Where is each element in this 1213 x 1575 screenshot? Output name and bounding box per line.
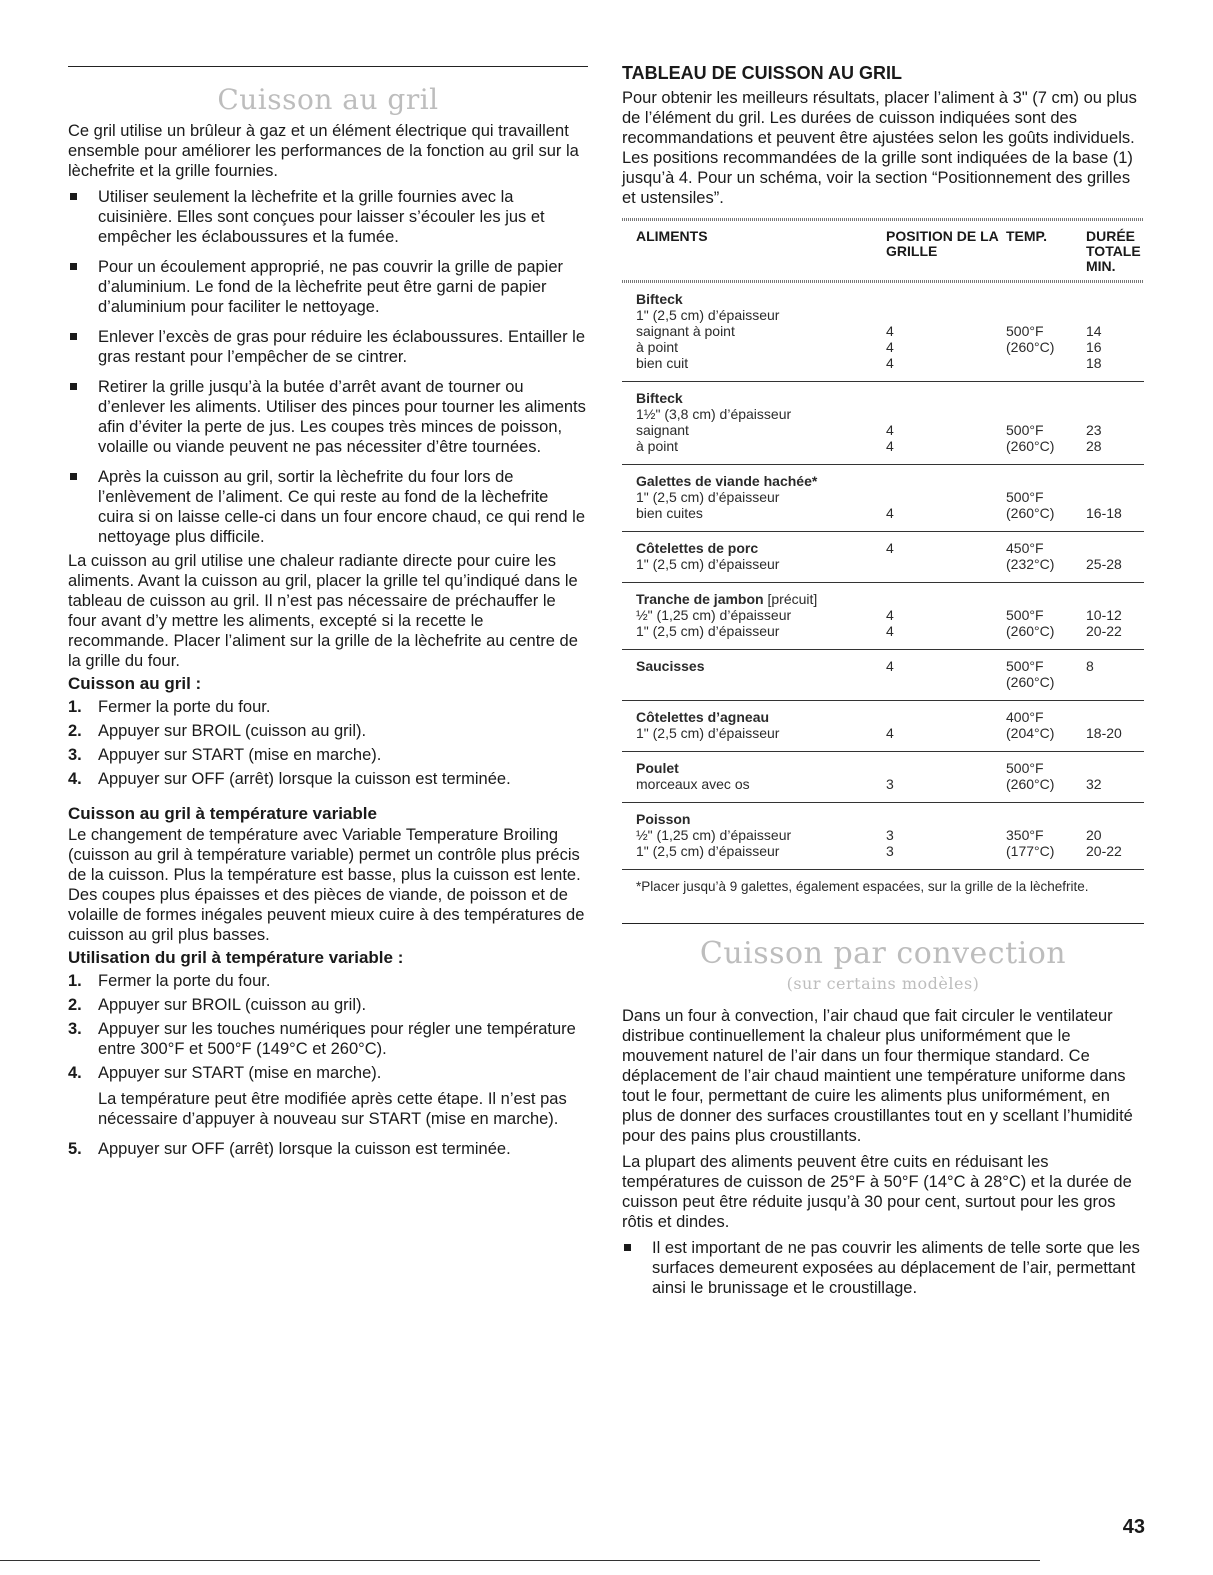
cell-time: 16-18 — [1086, 505, 1122, 521]
table-row — [636, 307, 1144, 323]
cell-food: ½" (1,25 cm) d’épaisseur — [636, 827, 792, 843]
bullet-item — [68, 187, 588, 247]
table-row — [636, 623, 1144, 639]
broil-table-intro: Pour obtenir les meilleurs résultats, placer l’aliment à 3" (7 cm) ou plus de l’élément du gril. Les durées de cuisson indiquées sont des recommandations et peuvent être ajustées selon les goûts individuels. Les positions recommandées de la grille sont indiquées de la base (1) jusqu’à 4. Pour un schéma, voir la section “Positionnement des grilles et ustensiles”. — [622, 89, 1137, 207]
cell-time: 8 — [1086, 658, 1094, 674]
broil-intro: Ce gril utilise un brûleur à gaz et un élément électrique qui travaillent ensemble pour améliorer les performances de la fonction au gril sur la lèchefrite et la grille fournies. — [68, 122, 579, 180]
cell-temp: 500°F — [1006, 658, 1044, 674]
cell-rack — [886, 406, 1006, 422]
bullet-item — [68, 327, 588, 367]
cell-rack: 4 — [886, 505, 894, 521]
convection-bullets — [622, 1238, 1144, 1298]
step-text: Fermer la porte du four. — [98, 972, 271, 990]
cell-temp: 500°F — [1006, 323, 1044, 339]
step-number: 3. — [68, 1020, 82, 1038]
cell-food: 1½" (3,8 cm) d’épaisseur — [636, 406, 792, 422]
table-group — [622, 752, 1144, 803]
cell-food: 1" (2,5 cm) d’épaisseur — [636, 556, 780, 572]
cell-rack — [886, 390, 1006, 406]
cell-food: ½" (1,25 cm) d’épaisseur — [636, 607, 792, 623]
bullet-square-icon — [70, 193, 77, 200]
table-group-title-row — [636, 811, 1144, 827]
cell-food: morceaux avec os — [636, 776, 750, 792]
bullet-square-icon — [624, 1244, 631, 1251]
table-group-title-row — [636, 291, 1144, 307]
cell-time: 18 — [1086, 355, 1102, 371]
step-number: 2. — [68, 722, 82, 740]
section-rule — [622, 923, 1144, 924]
cell-time: 10-12 — [1086, 607, 1122, 623]
bullet-text: Retirer la grille jusqu’à la butée d’arrêt avant de tourner ou d’enlever les aliments. Utiliser des pinces pour tourner les aliments afin d’éviter la perte de jus. Les coupes très minces de poisson, volaille ou viande peuvent ne pas nécessiter d’être tournées. — [98, 378, 586, 456]
cell-temp: (177°C) — [1006, 843, 1055, 859]
table-group — [622, 803, 1144, 870]
cell-temp: 500°F — [1006, 607, 1044, 623]
table-row — [636, 438, 1144, 454]
bullet-square-icon — [70, 333, 77, 340]
col-header-food: ALIMENTS — [636, 228, 708, 244]
cell-food: à point — [636, 438, 679, 454]
step-item — [68, 995, 588, 1015]
step-text: Appuyer sur OFF (arrêt) lorsque la cuisson est terminée. — [98, 1140, 511, 1158]
bullet-item — [68, 257, 588, 317]
cell-time: 25-28 — [1086, 556, 1122, 572]
cell-rack: 4 — [886, 339, 894, 355]
cell-temp — [1006, 811, 1086, 827]
cell-temp: 450°F — [1006, 540, 1044, 556]
col-header-temp: TEMP. — [1006, 228, 1047, 244]
food-group-title: Tranche de jambon — [636, 591, 764, 607]
table-header-row — [622, 227, 1144, 278]
cell-rack — [886, 307, 1006, 323]
subheading-broil-steps: Cuisson au gril : — [68, 674, 202, 693]
table-row — [636, 843, 1144, 859]
step-number: 4. — [68, 1064, 82, 1082]
col-header-time: DURÉE TOTALE MIN. — [1086, 228, 1141, 274]
table-row — [636, 556, 1144, 572]
cell-food: bien cuites — [636, 505, 703, 521]
cell-temp — [1006, 591, 1086, 607]
section-rule — [68, 66, 588, 67]
step-text: Appuyer sur START (mise en marche). — [98, 1064, 382, 1082]
table-footnote: *Placer jusqu’à 9 galettes, également espacées, sur la grille de la lèchefrite. — [636, 879, 1089, 894]
food-group-title: Poulet — [636, 760, 679, 776]
cell-food: 1" (2,5 cm) d’épaisseur — [636, 489, 780, 505]
variable-temp-para: Le changement de température avec Variable Temperature Broiling (cuisson au gril à température variable) permet un contrôle plus précis de la cuisson. Plus la température est basse, plus la cuisson est lente. Des coupes plus épaisses et des pièces de viande, de poisson et de volaille de formes inégales peuvent mieux cuire à des températures de cuisson au gril plus basses. — [68, 826, 585, 944]
cell-rack — [886, 473, 1006, 489]
table-group — [622, 532, 1144, 583]
cell-temp — [1006, 307, 1086, 323]
cell-rack — [886, 591, 1006, 607]
table-group — [622, 650, 1144, 701]
step-note: La température peut être modifiée après cette étape. Il n’est pas nécessaire d’appuyer à nouveau sur START (mise en marche). — [98, 1090, 567, 1128]
cell-rack: 4 — [886, 438, 894, 454]
food-group-title: Galettes de viande hachée* — [636, 473, 818, 489]
table-row — [636, 505, 1144, 521]
cell-time: 20-22 — [1086, 843, 1122, 859]
step-item — [68, 769, 588, 789]
bullet-square-icon — [70, 473, 77, 480]
cell-temp — [1006, 473, 1086, 489]
cell-temp: (260°C) — [1006, 623, 1055, 639]
table-row — [636, 406, 1144, 422]
cell-temp: 350°F — [1006, 827, 1044, 843]
section-subtitle-convection: (sur certains modèles) — [786, 974, 980, 993]
cell-food: 1" (2,5 cm) d’épaisseur — [636, 623, 780, 639]
cell-food: 1" (2,5 cm) d’épaisseur — [636, 725, 780, 741]
cell-time — [1086, 489, 1158, 505]
subheading-variable-steps: Utilisation du gril à température variable : — [68, 948, 404, 967]
step-text: Appuyer sur BROIL (cuisson au gril). — [98, 722, 367, 740]
cell-time: 32 — [1086, 776, 1102, 792]
table-dotted-rule — [622, 218, 1144, 221]
cell-rack: 4 — [886, 623, 894, 639]
table-row — [636, 323, 1144, 339]
cell-time: 20 — [1086, 827, 1102, 843]
step-text: Appuyer sur OFF (arrêt) lorsque la cuisson est terminée. — [98, 770, 511, 788]
cell-temp: 500°F — [1006, 760, 1044, 776]
bullet-text: Il est important de ne pas couvrir les aliments de telle sorte que les surfaces demeurent exposées au déplacement de l’air, permettant ainsi le brunissage et le croustillage. — [652, 1239, 1140, 1297]
cell-rack: 4 — [886, 658, 894, 674]
table-group-title-row — [636, 540, 1144, 556]
table-group — [622, 382, 1144, 465]
bullet-item — [68, 377, 588, 457]
step-text: Appuyer sur BROIL (cuisson au gril). — [98, 996, 367, 1014]
table-group-title-row — [636, 760, 1144, 776]
cell-rack: 4 — [886, 725, 894, 741]
cell-rack — [886, 556, 1006, 572]
cell-time — [1086, 591, 1158, 607]
cell-time: 16 — [1086, 339, 1102, 355]
table-group-title-row — [636, 658, 1144, 674]
cell-rack: 4 — [886, 422, 894, 438]
bullet-text: Enlever l’excès de gras pour réduire les éclaboussures. Entailler le gras restant pour l’empêcher de se cintrer. — [98, 328, 585, 366]
table-row — [636, 355, 1144, 371]
step-item — [68, 721, 588, 741]
step-item — [68, 745, 588, 765]
cell-time — [1086, 709, 1158, 725]
cell-temp — [1006, 406, 1086, 422]
cell-rack — [886, 291, 1006, 307]
variable-steps — [68, 971, 588, 1159]
bottom-rule — [0, 1560, 1040, 1561]
broil-table-body — [622, 283, 1144, 870]
cell-temp: (260°C) — [1006, 674, 1055, 690]
table-group-title-row — [636, 709, 1144, 725]
step-item — [68, 971, 588, 991]
cell-time — [1086, 406, 1158, 422]
cell-time — [1086, 307, 1158, 323]
cell-time — [1086, 811, 1158, 827]
left-column — [68, 66, 588, 1163]
step-text: Appuyer sur les touches numériques pour régler une température entre 300°F et 500°F (149°C et 260°C). — [98, 1020, 576, 1058]
convection-para2: La plupart des aliments peuvent être cuits en réduisant les températures de cuisson de 25°F à 50°F (14°C à 28°C) et la durée de cuisson peut être réduite jusqu’à 30 pour cent, surtout pour les gros rôtis et dindes. — [622, 1153, 1132, 1231]
step-item — [68, 1139, 588, 1159]
cell-time: 28 — [1086, 438, 1102, 454]
table-row — [636, 607, 1144, 623]
cell-food: saignant à point — [636, 323, 735, 339]
cell-rack — [886, 674, 1006, 690]
step-number: 1. — [68, 698, 82, 716]
cell-rack — [886, 811, 1006, 827]
cell-temp: 500°F — [1006, 489, 1044, 505]
cell-rack: 4 — [886, 607, 894, 623]
broil-bullets — [68, 187, 588, 547]
cell-temp — [1006, 390, 1086, 406]
cell-temp: (232°C) — [1006, 556, 1055, 572]
cell-rack: 3 — [886, 843, 894, 859]
step-number: 1. — [68, 972, 82, 990]
cell-time — [1086, 473, 1158, 489]
cell-temp — [1006, 291, 1086, 307]
table-row — [636, 489, 1144, 505]
cell-time: 20-22 — [1086, 623, 1122, 639]
cell-rack: 4 — [886, 323, 894, 339]
table-row — [636, 776, 1144, 792]
cell-time: 23 — [1086, 422, 1102, 438]
cell-time — [1086, 760, 1158, 776]
cell-rack: 4 — [886, 540, 894, 556]
right-column — [622, 62, 1144, 1308]
cell-temp: (260°C) — [1006, 438, 1055, 454]
cell-rack — [886, 489, 1006, 505]
cell-time: 18-20 — [1086, 725, 1122, 741]
cell-rack: 3 — [886, 776, 894, 792]
step-item — [68, 1019, 588, 1059]
cell-food: saignant — [636, 422, 689, 438]
subheading-variable-temp: Cuisson au gril à température variable — [68, 804, 377, 823]
food-group-title: Bifteck — [636, 390, 683, 406]
food-group-title: Poisson — [636, 811, 691, 827]
broil-table-title: TABLEAU DE CUISSON AU GRIL — [622, 63, 903, 83]
cell-temp: 500°F — [1006, 422, 1044, 438]
step-number: 5. — [68, 1140, 82, 1158]
step-item — [68, 697, 588, 717]
table-group — [622, 465, 1144, 532]
food-group-title: Côtelettes de porc — [636, 540, 759, 556]
cell-rack: 3 — [886, 827, 894, 843]
section-title-convection: Cuisson par convection — [699, 936, 1067, 971]
bullet-text: Pour un écoulement approprié, ne pas couvrir la grille de papier d’aluminium. Le fond de la lèchefrite peut être garni de papier d’aluminium pour faciliter le nettoyage. — [98, 258, 564, 316]
broil-para2: La cuisson au gril utilise une chaleur radiante directe pour cuire les aliments. Avant la cuisson au gril, placer la grille tel qu’indiqué dans le tableau de cuisson au gril. Il n’est pas nécessaire de préchauffer le four avant d’y mettre les aliments, excepté si la recette le recommande. Placer l’aliment sur la grille de la lèchefrite au centre de la grille du four. — [68, 552, 578, 670]
cell-food — [636, 674, 886, 690]
table-group — [622, 283, 1144, 382]
cell-time — [1086, 540, 1158, 556]
bullet-text: Utiliser seulement la lèchefrite et la grille fournies avec la cuisinière. Elles sont conçues pour laisser s’écouler les jus et empêcher les éclaboussures et la fumée. — [98, 188, 545, 246]
food-group-title: Côtelettes d’agneau — [636, 709, 770, 725]
section-title-broil: Cuisson au gril — [217, 83, 439, 116]
cell-time: 14 — [1086, 323, 1102, 339]
cell-temp: (260°C) — [1006, 339, 1055, 355]
step-item — [68, 1063, 588, 1129]
cell-temp: (260°C) — [1006, 776, 1055, 792]
page-number: 43 — [1122, 1516, 1145, 1538]
step-number: 4. — [68, 770, 82, 788]
cell-rack — [886, 709, 1006, 725]
table-group — [622, 701, 1144, 752]
bullet-text: Après la cuisson au gril, sortir la lèchefrite du four lors de l’enlèvement de l’aliment. Ce qui reste au fond de la lèchefrite cuira si on laisse celle-ci dans un four encore chaud, ce qui rend le nettoyage plus difficile. — [98, 468, 586, 546]
table-row — [636, 339, 1144, 355]
col-header-rack: POSITION DE LA GRILLE — [886, 228, 999, 259]
step-number: 3. — [68, 746, 82, 764]
bullet-item — [68, 467, 588, 547]
step-text: Appuyer sur START (mise en marche). — [98, 746, 382, 764]
table-group-title-row — [636, 591, 1144, 607]
convection-para1: Dans un four à convection, l’air chaud que fait circuler le ventilateur distribue continuellement la chaleur plus uniformément que le mouvement naturel de l’air dans un four thermique standard. Ce déplacement de l’air chaud maintient une température uniforme dans tout le four, permettant de cuire les aliments plus uniformément, en plus de donner des surfaces croustillantes tout en y scellant l’humidité pour des pains plus croustillants. — [622, 1007, 1133, 1145]
step-number: 2. — [68, 996, 82, 1014]
bullet-square-icon — [70, 263, 77, 270]
cell-time — [1086, 291, 1158, 307]
cell-food: à point — [636, 339, 679, 355]
table-row — [636, 422, 1144, 438]
food-group-title-note: [précuit] — [763, 591, 818, 607]
cell-food: 1" (2,5 cm) d’épaisseur — [636, 843, 780, 859]
bullet-square-icon — [70, 383, 77, 390]
cell-food: bien cuit — [636, 355, 689, 371]
cell-temp — [1006, 355, 1086, 371]
food-group-title-wrap — [636, 591, 886, 607]
table-row — [636, 725, 1144, 741]
cell-rack: 4 — [886, 355, 894, 371]
table-row — [636, 827, 1144, 843]
cell-food: 1" (2,5 cm) d’épaisseur — [636, 307, 780, 323]
table-group — [622, 583, 1144, 650]
cell-temp: 400°F — [1006, 709, 1044, 725]
table-group-title-row — [636, 390, 1144, 406]
table-row — [636, 674, 1144, 690]
cell-rack — [886, 760, 1006, 776]
food-group-title: Saucisses — [636, 658, 705, 674]
bullet-item — [622, 1238, 1144, 1298]
cell-temp: (260°C) — [1006, 505, 1055, 521]
food-group-title: Bifteck — [636, 291, 683, 307]
step-text: Fermer la porte du four. — [98, 698, 271, 716]
table-group-title-row — [636, 473, 1144, 489]
cell-time — [1086, 674, 1158, 690]
cell-time — [1086, 390, 1158, 406]
cell-temp: (204°C) — [1006, 725, 1055, 741]
broil-steps — [68, 697, 588, 789]
